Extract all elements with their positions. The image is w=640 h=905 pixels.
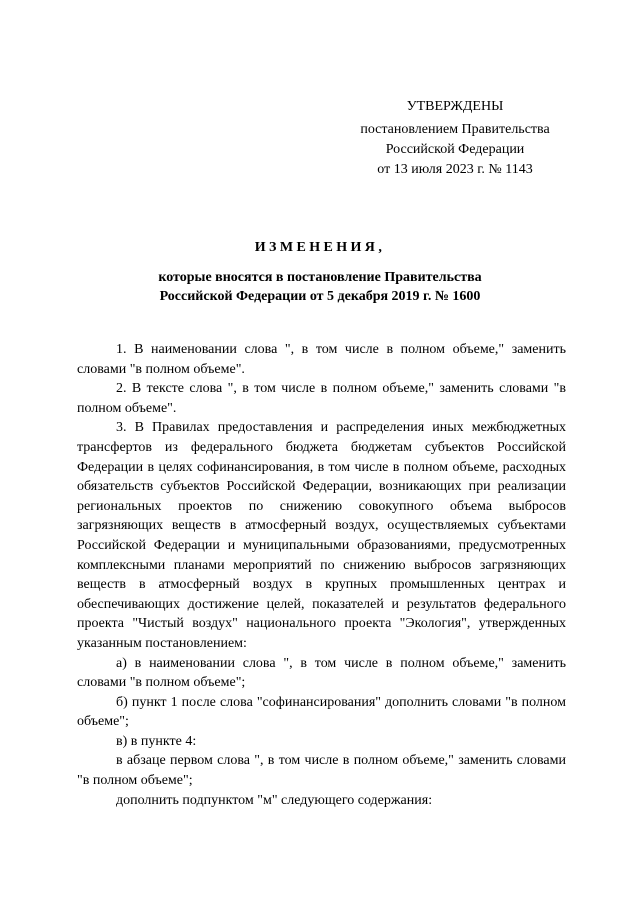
title-main: ИЗМЕНЕНИЯ, <box>254 240 386 255</box>
paragraph: 2. В тексте слова ", в том числе в полном объеме," заменить словами "в полном объеме". <box>77 381 566 416</box>
paragraph: в) в пункте 4: <box>116 733 197 749</box>
approval-line: постановлением Правительства <box>360 122 550 137</box>
paragraph: 3. В Правилах предоставления и распределения иных межбюджетных трансфертов из федерального бюджета бюджетам субъектов Российской Федерации в целях софинансирования, в том числе в полном объеме, расходных обязательств субъектов Российской Федерации, возникающих при реализации региональных проектов по снижению совокупного объема выбросов загрязняющих веществ в атмосферный воздух, осуществляемых субъектами Российской Федерации и муниципальными образованиями, предусмотренных комплексными планами мероприятий по снижению выбросов загрязняющих веществ в атмосферный воздух в крупных промышленных центрах и обеспечивающих достижение целей, показателей и результатов федерального проекта "Чистый воздух" национального проекта "Экология", утвержденных указанным постановлением: <box>77 420 566 651</box>
document-body <box>77 340 566 810</box>
title-subtitle: Российской Федерации от 5 декабря 2019 г. № 1600 <box>159 289 481 304</box>
paragraph: б) пункт 1 после слова "софинансирования" дополнить словами "в полном объеме"; <box>77 694 566 730</box>
title-subtitle: которые вносятся в постановление Правительства <box>158 270 482 285</box>
approval-line: Российской Федерации <box>385 142 525 157</box>
approval-stamp <box>330 97 580 180</box>
paragraph: дополнить подпунктом "м" следующего содержания: <box>116 792 433 808</box>
paragraph: а) в наименовании слова ", в том числе в полном объеме," заменить словами "в полном объеме"; <box>77 655 566 691</box>
paragraph: 1. В наименовании слова ", в том числе в полном объеме," заменить словами "в полном объеме". <box>77 342 566 377</box>
paragraph: в абзаце первом слова ", в том числе в полном объеме," заменить словами "в полном объеме"; <box>77 753 566 789</box>
document-title <box>0 240 640 306</box>
approval-date: от 13 июля 2023 г. № 1143 <box>377 162 533 177</box>
approval-heading: УТВЕРЖДЕНЫ <box>406 99 504 114</box>
